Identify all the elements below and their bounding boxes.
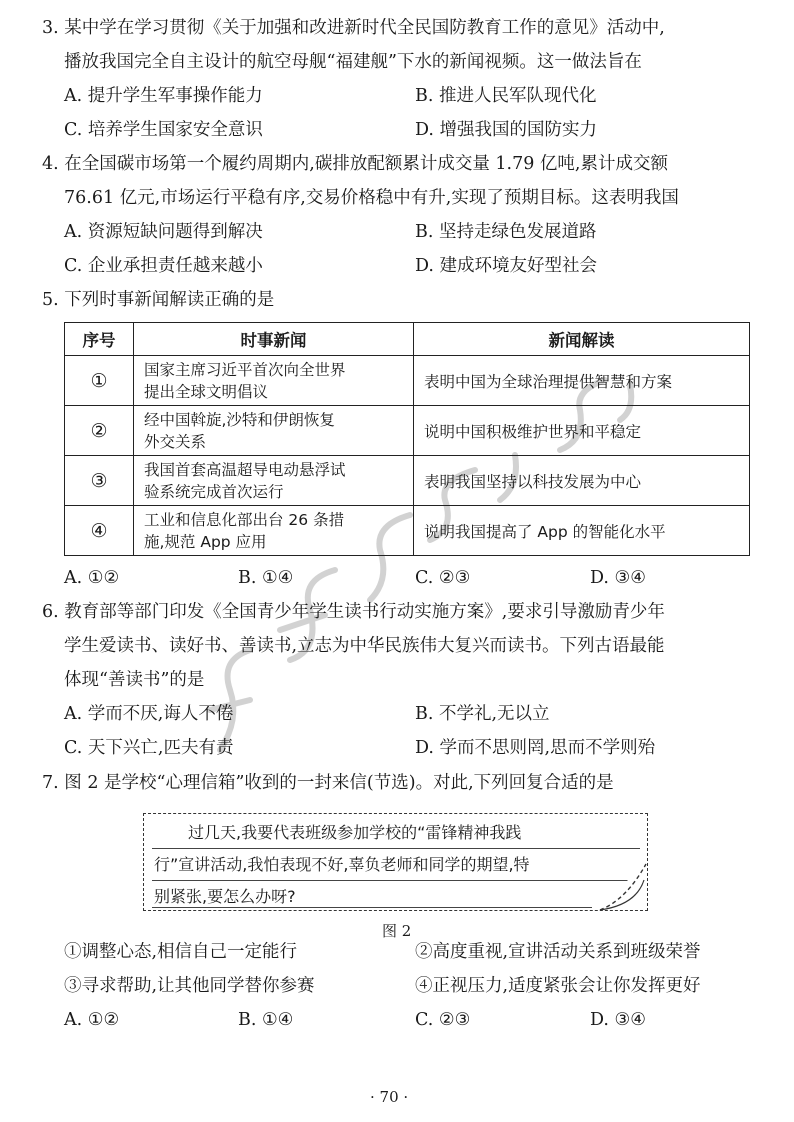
table-row bbox=[65, 356, 750, 406]
q5-option-c: C. ②③ bbox=[415, 568, 471, 588]
row-number: ④ bbox=[65, 506, 134, 556]
row-number: ① bbox=[65, 356, 134, 406]
q7-option-d: D. ③④ bbox=[590, 1010, 646, 1030]
figure-caption: 图 2 bbox=[382, 922, 412, 940]
row-interpretation: 说明中国积极维护世界和平稳定 bbox=[414, 406, 750, 456]
row-news-line2: 外交关系 bbox=[144, 432, 207, 451]
q6-option-c: C. 天下兴亡,匹夫有责 bbox=[64, 738, 234, 758]
q7-option-c: C. ②③ bbox=[415, 1010, 471, 1030]
row-news-line1: 我国首套高温超导电动悬浮试 bbox=[144, 460, 346, 479]
table-row bbox=[65, 456, 750, 506]
q6-option-a: A. 学而不厌,诲人不倦 bbox=[64, 704, 234, 724]
q5-option-d: D. ③④ bbox=[590, 568, 646, 588]
row-news bbox=[134, 506, 414, 556]
row-news-line1: 国家主席习近平首次向全世界 bbox=[144, 360, 346, 379]
row-news bbox=[134, 456, 414, 506]
q4-option-d: D. 建成环境友好型社会 bbox=[415, 256, 598, 276]
q4-stem-line2: 76.61 亿元,市场运行平稳有序,交易价格稳中有升,实现了预期目标。这表明我国 bbox=[64, 188, 679, 208]
q7-option-b: B. ①④ bbox=[238, 1010, 294, 1030]
row-interpretation: 说明我国提高了 App 的智能化水平 bbox=[414, 506, 750, 556]
q4-option-b: B. 坚持走绿色发展道路 bbox=[415, 222, 597, 242]
q3-option-c: C. 培养学生国家安全意识 bbox=[64, 120, 263, 140]
letter-rule bbox=[152, 907, 592, 908]
q4-stem-line1: 4. 在全国碳市场第一个履约周期内,碳排放配额累计成交量 1.79 亿吨,累计成交额 bbox=[42, 154, 668, 174]
news-table bbox=[64, 322, 750, 556]
letter-rule bbox=[152, 848, 640, 849]
q6-stem-line1: 6. 教育部等部门印发《全国青少年学生读书行动实施方案》,要求引导激励青少年 bbox=[42, 602, 665, 622]
row-interpretation: 表明中国为全球治理提供智慧和方案 bbox=[414, 356, 750, 406]
q7-stem: 7. 图 2 是学校“心理信箱”收到的一封来信(节选)。对此,下列回复合适的是 bbox=[42, 773, 614, 793]
row-news bbox=[134, 406, 414, 456]
row-news-line2: 提出全球文明倡议 bbox=[144, 382, 269, 401]
q3-option-b: B. 推进人民军队现代化 bbox=[415, 86, 597, 106]
letter-line3: 别紧张,要怎么办呀? bbox=[154, 887, 296, 906]
q7-item-3: ③寻求帮助,让其他同学替你参赛 bbox=[64, 976, 315, 996]
letter-rule bbox=[152, 880, 640, 881]
q7-item-1: ①调整心态,相信自己一定能行 bbox=[64, 942, 298, 962]
header-news: 时事新闻 bbox=[134, 323, 414, 356]
q6-stem-line3: 体现“善读书”的是 bbox=[64, 670, 205, 690]
table-row bbox=[65, 506, 750, 556]
q3-option-d: D. 增强我国的国防实力 bbox=[415, 120, 598, 140]
row-news-line2: 施,规范 App 应用 bbox=[144, 532, 267, 551]
q4-option-a: A. 资源短缺问题得到解决 bbox=[64, 222, 263, 242]
q7-item-4: ④正视压力,适度紧张会让你发挥更好 bbox=[415, 976, 701, 996]
page-curl-icon bbox=[596, 860, 648, 912]
q5-stem: 5. 下列时事新闻解读正确的是 bbox=[42, 290, 275, 310]
header-interpretation: 新闻解读 bbox=[414, 323, 750, 356]
row-news-line1: 工业和信息化部出台 26 条措 bbox=[144, 510, 345, 529]
q3-stem-line1: 3. 某中学在学习贯彻《关于加强和改进新时代全民国防教育工作的意见》活动中, bbox=[42, 18, 665, 38]
q7-option-a: A. ①② bbox=[64, 1010, 120, 1030]
row-number: ② bbox=[65, 406, 134, 456]
page-number: · 70 · bbox=[370, 1088, 409, 1106]
q3-option-a: A. 提升学生军事操作能力 bbox=[64, 86, 263, 106]
table-row bbox=[65, 406, 750, 456]
letter-line2: 行”宣讲活动,我怕表现不好,辜负老师和同学的期望,特 bbox=[154, 855, 530, 874]
q6-stem-line2: 学生爱读书、读好书、善读书,立志为中华民族伟大复兴而读书。下列古语最能 bbox=[64, 636, 665, 656]
row-news bbox=[134, 356, 414, 406]
q3-stem-line2: 播放我国完全自主设计的航空母舰“福建舰”下水的新闻视频。这一做法旨在 bbox=[64, 52, 642, 72]
q6-option-d: D. 学而不思则罔,思而不学则殆 bbox=[415, 738, 656, 758]
q5-option-a: A. ①② bbox=[64, 568, 120, 588]
row-news-line2: 验系统完成首次运行 bbox=[144, 482, 284, 501]
row-news-line1: 经中国斡旋,沙特和伊朗恢复 bbox=[144, 410, 335, 429]
table-header-row bbox=[65, 323, 750, 356]
q6-option-b: B. 不学礼,无以立 bbox=[415, 704, 550, 724]
q4-option-c: C. 企业承担责任越来越小 bbox=[64, 256, 263, 276]
letter-line1: 过几天,我要代表班级参加学校的“雷锋精神我践 bbox=[188, 823, 522, 842]
row-number: ③ bbox=[65, 456, 134, 506]
q5-option-b: B. ①④ bbox=[238, 568, 294, 588]
q7-item-2: ②高度重视,宣讲活动关系到班级荣誉 bbox=[415, 942, 701, 962]
header-number: 序号 bbox=[65, 323, 134, 356]
row-interpretation: 表明我国坚持以科技发展为中心 bbox=[414, 456, 750, 506]
